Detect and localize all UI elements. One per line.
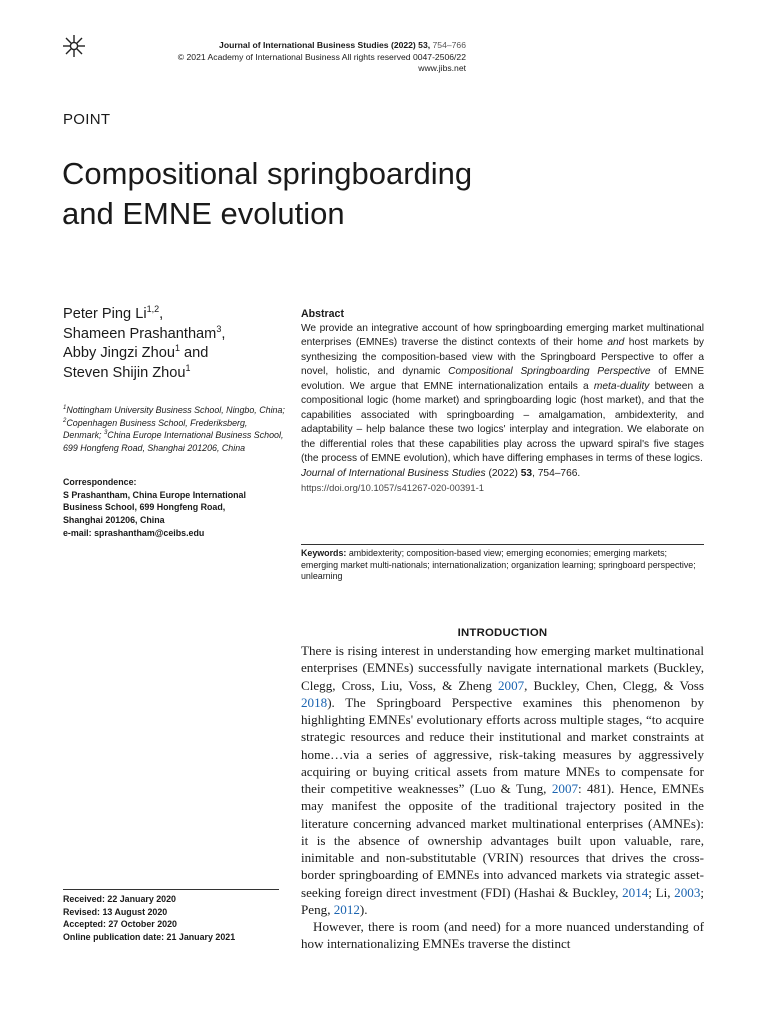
abstract-heading: Abstract	[301, 308, 344, 320]
revised-date: Revised: 13 August 2020	[63, 906, 168, 917]
abstract	[301, 307, 704, 496]
author: Abby Jingzi Zhou$^1$ and	[63, 343, 209, 361]
introduction-body	[301, 642, 704, 953]
title-line-2: and EMNE evolution	[62, 196, 345, 231]
section-label: POINT	[63, 111, 111, 128]
online-date: Online publication date: 21 January 2021	[63, 931, 236, 942]
paragraph: However, there is room (and need) for a more nuanced understanding of how internationalizing EMNEs traverse the distinct	[301, 919, 704, 952]
publication-dates	[63, 893, 288, 943]
received-date: Received: 22 January 2020	[63, 894, 176, 904]
paragraph: There is rising interest in understanding how emerging market multinational enterprises (EMNEs) successfully navigate international markets (Buckley, Clegg, Cross, Liu, Voss, & Zheng 2007, Buckley, Chen, Clegg, & Voss 2018). The Springboard Perspective examines this phenomenon by highlighting EMNEs' evolutionary efforts across multiple stages, “to acquire strategic resources and reduce their institutional and market constraints at home…via a series of aggressive, risk-taking measures by aggressively acquiring or buying critical assets from mature MNEs to compensate for their competitive weaknesses” (Luo & Tung, 2007: 481). Hence, EMNEs may manifest the opposite of the traditional trajectory posited in the literature concerning advanced market multinational enterprises (AMNEs): it is the absence of ownership advantages built upon valuable, rare, inimitable and non-substitutable (VRIN) resources that drives the cross-border springboarding of EMNEs into advanced markets via strategic asset-seeking foreign direct investment (FDI) (Hashai & Buckley, 2014; Li, 2003; Peng, 2012).	[301, 643, 704, 917]
accepted-date: Accepted: 27 October 2020	[63, 919, 177, 929]
affiliations: $^1$Nottingham University Business School, Ningbo, China; $^2$Copenhagen Business School, Frederiksberg, Denmark; $^3$China Europe International Business School, 699 Hongfeng Road, Shanghai 201206, China	[63, 405, 285, 454]
abstract-text: We provide an integrative account of how springboarding emerging market multinational enterprises (EMNEs) traverse the distinct contexts of their home and host markets by synthesizing the composition-based view with the Springboard Perspective to offer a novel, holistic, and dynamic Compositional Springboarding Perspective of EMNE evolution. We argue that EMNE internationalization entails a meta-duality between a compositional logic (home market) and springboarding logic (host market), and that the capabilities associated with springboarding – amalgamation, ambidexterity, and adaptability – help balance these two logics' interplay and integration. We elaborate on the differential roles that these capabilities play across the upward spiral's five stages (the process of EMNE evolution), which have differing emphases in terms of these logics.	[301, 322, 704, 464]
citation-link[interactable]: 2003	[674, 884, 701, 900]
journal-header	[178, 40, 466, 75]
title-line-1: Compositional springboarding	[62, 156, 473, 191]
citation-link[interactable]: 2007	[551, 781, 579, 796]
citation-link[interactable]: 2018	[301, 694, 328, 710]
citation-link[interactable]: 2014	[622, 884, 649, 900]
journal-url[interactable]: www.jibs.net	[418, 63, 466, 73]
paper-title	[62, 154, 522, 234]
correspondence-email[interactable]: e-mail: sprashantham@ceibs.edu	[63, 527, 205, 538]
journal-citation: Journal of International Business Studies (2022) 53, 754–766	[219, 40, 466, 50]
keywords-divider	[301, 544, 704, 545]
author: Peter Ping Li$^{1,2}$,	[63, 304, 164, 322]
correspondence-block: Correspondence: S Prashantham, China Europe International Business School, 699 Hongfeng Road, Shanghai 201206, China e-mail: sprashantham@ceibs.edu	[63, 476, 288, 540]
introduction-heading: INTRODUCTION	[457, 627, 548, 639]
publisher-logo-icon	[62, 34, 86, 58]
author: Steven Shijin Zhou$^1$	[63, 362, 191, 381]
abstract-citation: Journal of International Business Studies (2022) 53, 754–766.	[301, 467, 581, 479]
keywords: Keywords: ambidexterity; composition-based view; emerging economies; emerging markets; emerging market multi-nationals; internationalization; organization learning; springboard perspective; unlearning	[301, 548, 696, 582]
dates-divider	[63, 889, 279, 890]
doi-link[interactable]: https://doi.org/10.1057/s41267-020-00391-1	[301, 482, 484, 493]
correspondence-heading: Correspondence:	[63, 477, 137, 487]
citation-link[interactable]: 2012	[333, 901, 360, 917]
author: Shameen Prashantham$^3$,	[63, 323, 226, 342]
copyright-line: © 2021 Academy of International Business All rights reserved 0047-2506/22	[177, 51, 466, 62]
citation-link[interactable]: 2007	[497, 677, 525, 693]
author-list	[63, 305, 288, 383]
